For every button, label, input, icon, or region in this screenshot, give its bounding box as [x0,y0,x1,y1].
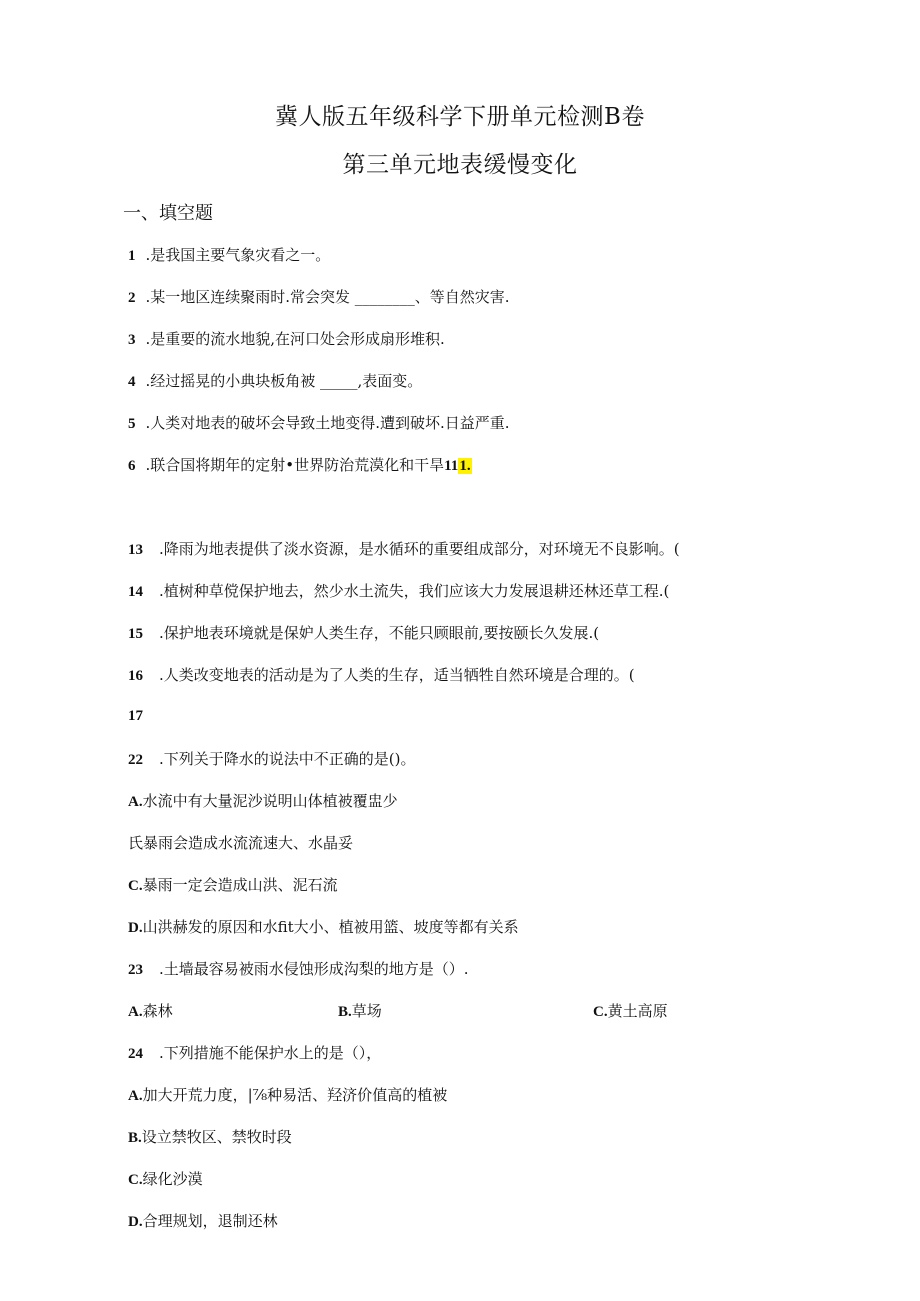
question-number: 1 [128,248,136,264]
question-number: 6 [128,458,136,474]
option-text: 水流中有大量泥沙说明山体植被覆盅少 [142,792,398,810]
question-16 [128,664,635,685]
question-tail: 11 [444,458,459,474]
option-label: A. [128,794,143,810]
question-5 [128,412,510,433]
question-4 [128,370,422,391]
q22-option-d [128,916,519,937]
question-text: .土墙最容易被雨水侵蚀形成沟梨的地方是（）. [159,960,469,978]
question-number: 3 [128,332,136,348]
q24-option-a [128,1084,447,1105]
q24-option-c [128,1168,203,1189]
question-text: .人类改变地表的活动是为了人类的生存，适当牺牲自然环境是合理的。( [159,666,635,684]
question-14 [128,580,669,601]
question-number: 22 [128,752,143,768]
question-number: 15 [128,626,143,642]
q24-option-b [128,1126,292,1147]
question-number: 14 [128,584,143,600]
question-24 [128,1042,381,1063]
option-label: A. [128,1004,143,1020]
option-text: 绿化沙漠 [142,1170,203,1188]
question-1 [128,244,330,265]
document-title: 冀人版五年级科学下册单元检测B卷 [275,104,645,130]
question-text: .下列措施不能保护水上的是（）， [159,1044,382,1062]
q23-option-b [338,1000,382,1021]
section-heading-fill-blank: 一、填空题 [123,203,213,224]
option-label: C. [593,1004,608,1020]
option-text: 合理规划，退制还林 [142,1212,278,1230]
question-number: 2 [128,290,136,306]
question-text: .联合国将期年的定射•世界防治荒漠化和干旱 [145,456,445,474]
question-number: 13 [128,542,143,558]
option-text: 森林 [142,1002,173,1020]
question-text: .某一地区连续聚雨时.常会突发 ________、等自然灾害. [145,288,510,306]
option-text: 山洪赫发的原因和水fit大小、植被用篮、坡度等都有关系 [142,918,519,936]
question-number: 17 [128,708,143,724]
option-text: 黄土高原 [607,1002,668,1020]
question-text: .人类对地表的破坏会导致土地变得.遭到破坏.日益严重. [145,414,510,432]
question-15 [128,622,599,643]
question-17 [128,706,159,725]
q22-option-c [128,874,338,895]
option-text: 加大开荒力度，|⅞种易活、羟济价值高的植被 [142,1086,448,1104]
option-label: C. [128,1172,143,1188]
option-label: C. [128,878,143,894]
option-label: A. [128,1088,143,1104]
question-13 [128,538,680,559]
option-text: 暴雨一定会造成山洪、泥石流 [142,876,338,894]
q23-option-c [593,1000,668,1021]
question-3 [128,328,445,349]
question-22 [128,748,415,769]
q22-option-a [128,790,398,811]
question-text: .降雨为地表提供了淡水资源，是水循环的重要组成部分，对环境无不良影响。( [159,540,680,558]
question-text: .经过摇晃的小典块板角被 _____,表面变。 [145,372,423,390]
question-number: 23 [128,962,143,978]
question-text: .是我国主要气象灾看之一。 [145,246,331,264]
q24-option-d [128,1210,278,1231]
option-text: 草场 [351,1002,382,1020]
question-number: 5 [128,416,136,432]
question-number: 16 [128,668,143,684]
option-text: 氏暴雨会造成水流流速大、水晶妥 [128,834,354,852]
q22-option-b [128,832,353,853]
option-label: B. [128,1130,142,1146]
question-number: 24 [128,1046,143,1062]
q23-option-a [128,1000,173,1021]
option-text: 设立禁牧区、禁牧时段 [141,1128,292,1146]
question-text: .下列关于降水的说法中不正确的是()。 [159,750,416,768]
option-label: B. [338,1004,352,1020]
question-23 [128,958,469,979]
option-label: D. [128,1214,143,1230]
highlighted-text: 1. [459,458,471,474]
question-2 [128,286,510,307]
question-text: .是重要的流水地貌,在河口处会形成扇形堆积. [145,330,445,348]
question-6 [128,454,472,475]
question-text: .保护地表环境就是保妒人类生存，不能只顾眼前,要按颐长久发展.( [159,624,600,642]
question-number: 4 [128,374,136,390]
question-text: .植树种草傥保护地去，然少水土流失，我们应该大力发展退耕还林还草工程.( [159,582,670,600]
document-subtitle: 第三单元地表缓慢变化 [342,152,578,178]
option-label: D. [128,920,143,936]
